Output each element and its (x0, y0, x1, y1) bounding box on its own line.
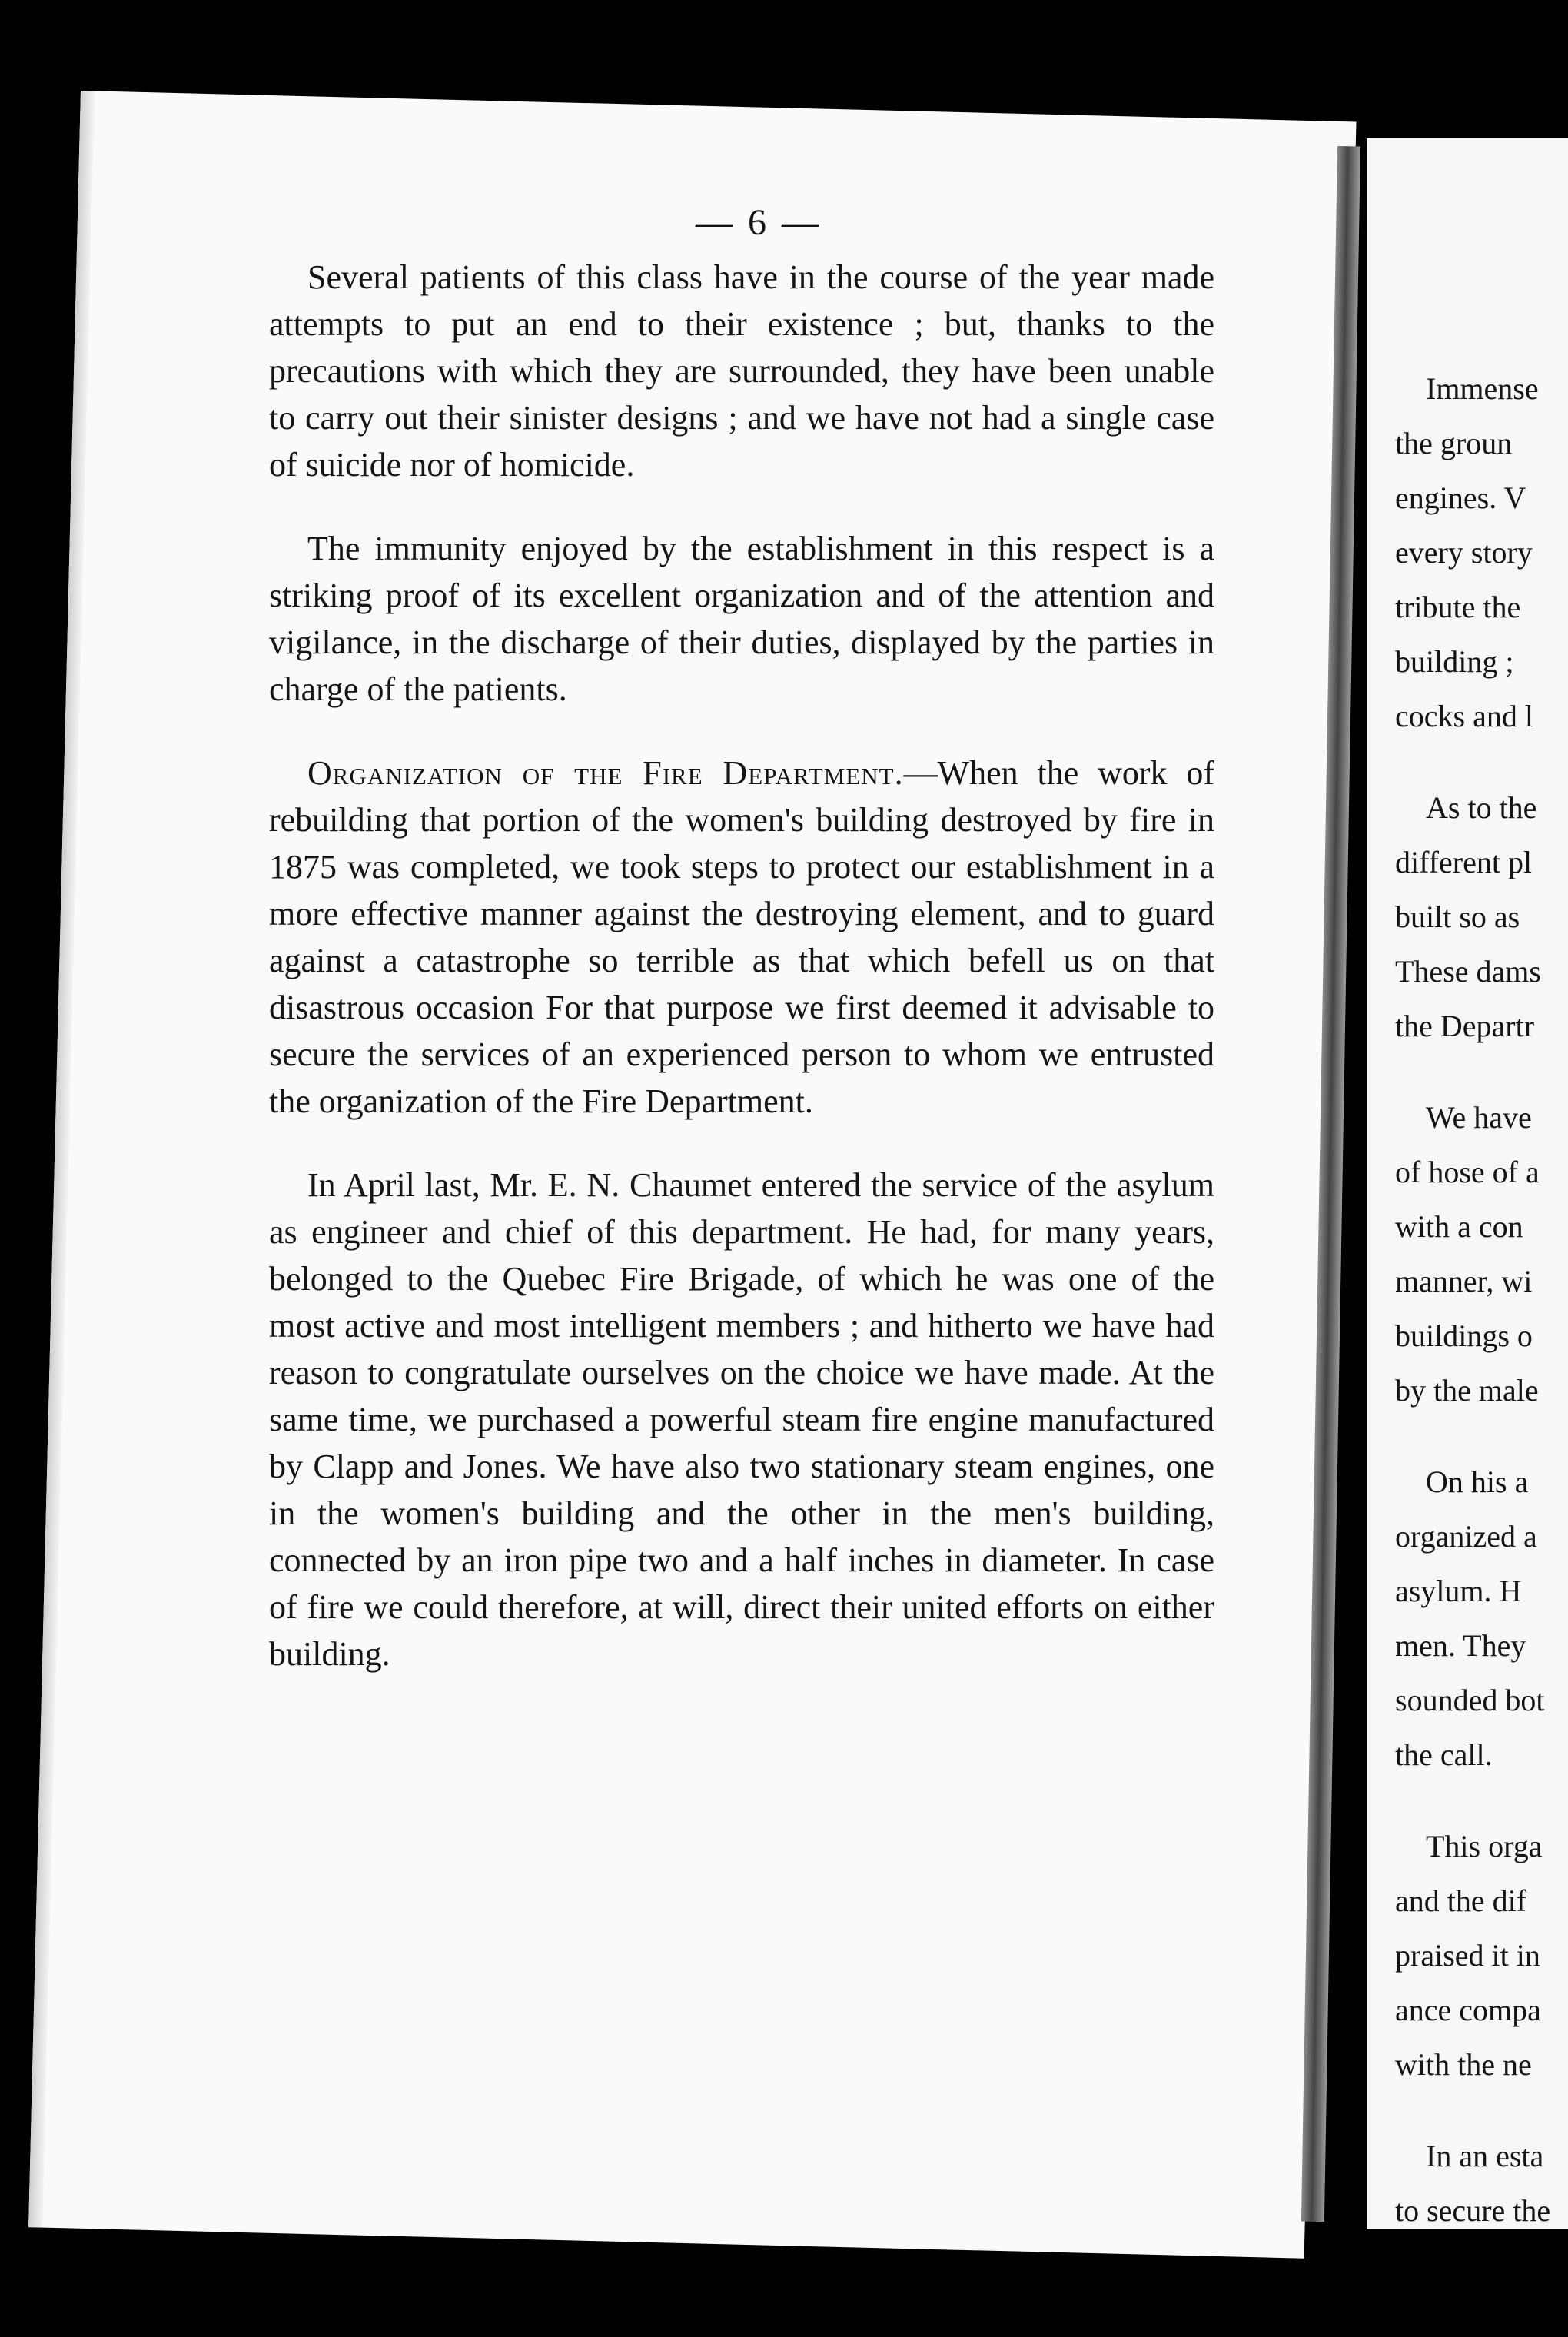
right-paragraph: This orga and the dif praised it in ance compa with the ne (1395, 1829, 1543, 2082)
right-paragraph: On his a organized a asylum. H men. They sounded bot the call. (1395, 1464, 1545, 1772)
page-number: — 6 — (696, 202, 822, 243)
paragraph-suicide: Several patients of this class have in the course of the year made attempts to put an end to their existence ; but, thanks to the precautions with which they are surrounded, they have been unable to carry out their sinister designs ; and we have not had a single case of suicide nor of homicide. (269, 258, 1214, 484)
paragraph-immunity: The immunity enjoyed by the establishment in this respect is a striking proof of its excellent organization and of the attention and vigilance, in the discharge of their duties, displayed by the parties in charge of the patients. (269, 530, 1214, 708)
right-paragraph: We have of hose of a with a con manner, wi buildings o by the male (1395, 1100, 1540, 1408)
section-heading: Organization of the Fire Department. (307, 754, 904, 792)
right-paragraph: As to the different pl built so as These dams the Departr (1395, 790, 1541, 1043)
right-paragraph: Immense the groun engines. V every story tribute the building ; cocks and l (1395, 371, 1539, 733)
right-paragraph: In an esta to secure the (1395, 2139, 1551, 2228)
right-page-text (1395, 361, 1568, 2275)
paragraph-chaumet: In April last, Mr. E. N. Chaumet entered the service of the asylum as engineer and chief of this department. He had, for many years, belonged to the Quebec Fire Brigade, of which he was one of the most active and most intelligent members ; and hitherto we have had reason to congratulate ourselves on the choice we have made. At the same time, we purchased a powerful steam fire engine manufactured by Clapp and Jones. We have also two stationary steam engines, one in the women's building and the other in the men's building, connected by an iron pipe two and a half inches in diameter. In case of fire we could therefore, at will, direct their united efforts on either building. (269, 1166, 1214, 1673)
paragraph-fire-department: Organization of the Fire Department.—When the work of rebuilding that portion of the women's building destroyed by fire in 1875 was completed, we took steps to protect our establishment in a more effective manner against the destroying element, and to guard against a catastrophe so terrible as that which befell us on that disastrous occasion For that purpose we first deemed it advisable to secure the services of an experienced person to whom we entrusted the organization of the Fire Department. (269, 754, 1214, 1120)
left-page-text (269, 254, 1214, 1714)
